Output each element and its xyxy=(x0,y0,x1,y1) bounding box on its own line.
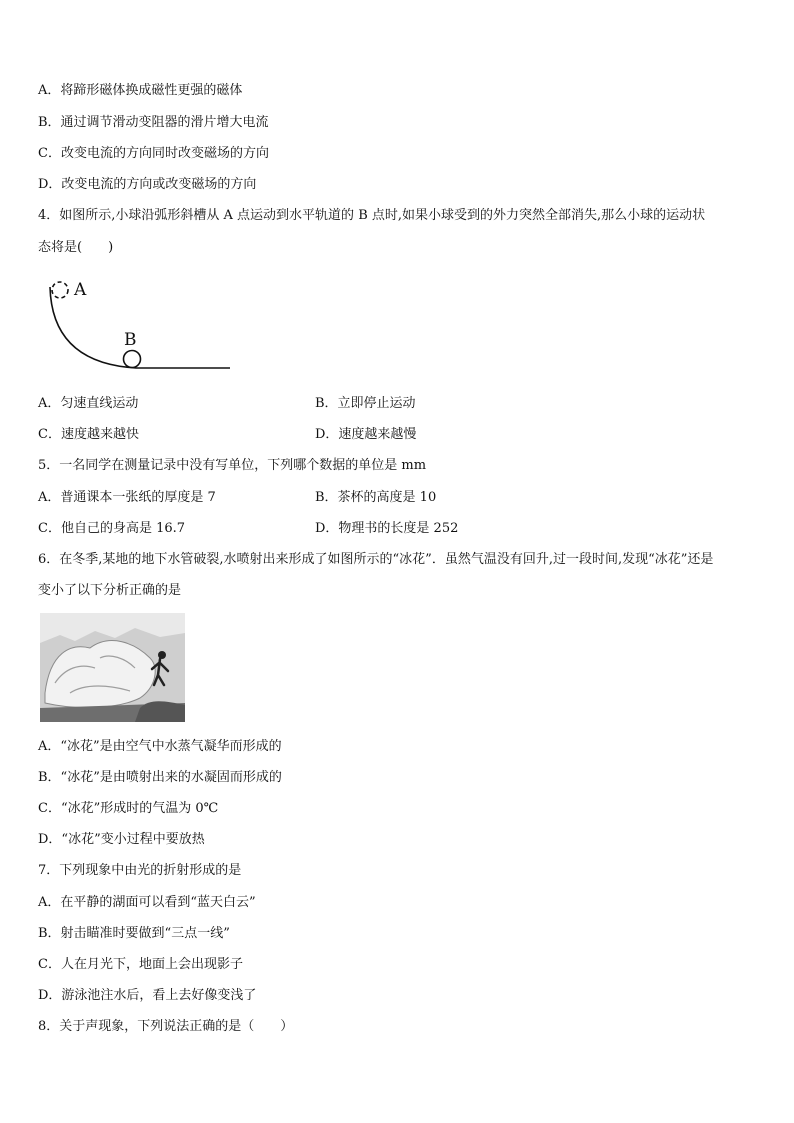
ice-flower-photo xyxy=(40,613,185,722)
q4-stem-line1: 4．如图所示,小球沿弧形斜槽从 A 点运动到水平轨道的 B 点时,如果小球受到的外力突然全部消失,那么小球的运动状 xyxy=(38,208,706,223)
q7-option-b: B．射击瞄准时要做到“三点一线” xyxy=(38,926,230,941)
q5-option-a: A．普通课本一张纸的厚度是 7 xyxy=(38,490,216,505)
label-b: B xyxy=(124,330,137,350)
q6-option-d: D．“冰花”变小过程中要放热 xyxy=(38,832,205,847)
q8-stem: 8．关于声现象，下列说法正确的是（ ） xyxy=(38,1019,294,1034)
q3-option-c: C．改变电流的方向同时改变磁场的方向 xyxy=(38,146,269,161)
ball-at-a-dashed xyxy=(52,282,68,298)
q3-option-a: A．将蹄形磁体换成磁性更强的磁体 xyxy=(38,83,243,98)
q7-option-a: A．在平静的湖面可以看到“蓝天白云” xyxy=(38,895,256,910)
q4-stem-line2: 态将是( ) xyxy=(38,240,114,255)
q3-option-d: D．改变电流的方向或改变磁场的方向 xyxy=(38,177,257,192)
q4-option-a: A．匀速直线运动 xyxy=(38,396,139,411)
q7-option-c: C．人在月光下，地面上会出现影子 xyxy=(38,957,243,972)
q5-option-b: B．茶杯的高度是 10 xyxy=(315,490,437,505)
q6-stem-line2: 变小了以下分析正确的是 xyxy=(38,583,182,598)
q4-option-b: B．立即停止运动 xyxy=(315,396,416,411)
q6-option-c: C．“冰花”形成时的气温为 0℃ xyxy=(38,801,219,816)
ramp-ball-figure xyxy=(40,275,240,375)
q6-stem-line1: 6．在冬季,某地的地下水管破裂,水喷射出来形成了如图所示的“冰花”．虽然气温没有回升,过一段时间,发现“冰花”还是 xyxy=(38,552,714,567)
q4-option-d: D．速度越来越慢 xyxy=(315,427,417,442)
q7-option-d: D．游泳池注水后，看上去好像变浅了 xyxy=(38,988,257,1003)
q3-option-b: B．通过调节滑动变阻器的滑片增大电流 xyxy=(38,115,269,130)
q6-option-b: B．“冰花”是由喷射出来的水凝固而形成的 xyxy=(38,770,282,785)
ball-at-b xyxy=(124,351,141,368)
q5-option-d: D．物理书的长度是 252 xyxy=(315,521,459,536)
q6-option-a: A．“冰花”是由空气中水蒸气凝华而形成的 xyxy=(38,739,282,754)
q7-stem: 7．下列现象中由光的折射形成的是 xyxy=(38,863,242,878)
ice-flower-photo-drawing xyxy=(40,613,185,722)
q5-option-c: C．他自己的身高是 16.7 xyxy=(38,521,186,536)
label-a: A xyxy=(74,280,87,300)
q4-option-c: C．速度越来越快 xyxy=(38,427,139,442)
q5-stem: 5．一名同学在测量记录中没有写单位，下列哪个数据的单位是 mm xyxy=(38,458,427,473)
